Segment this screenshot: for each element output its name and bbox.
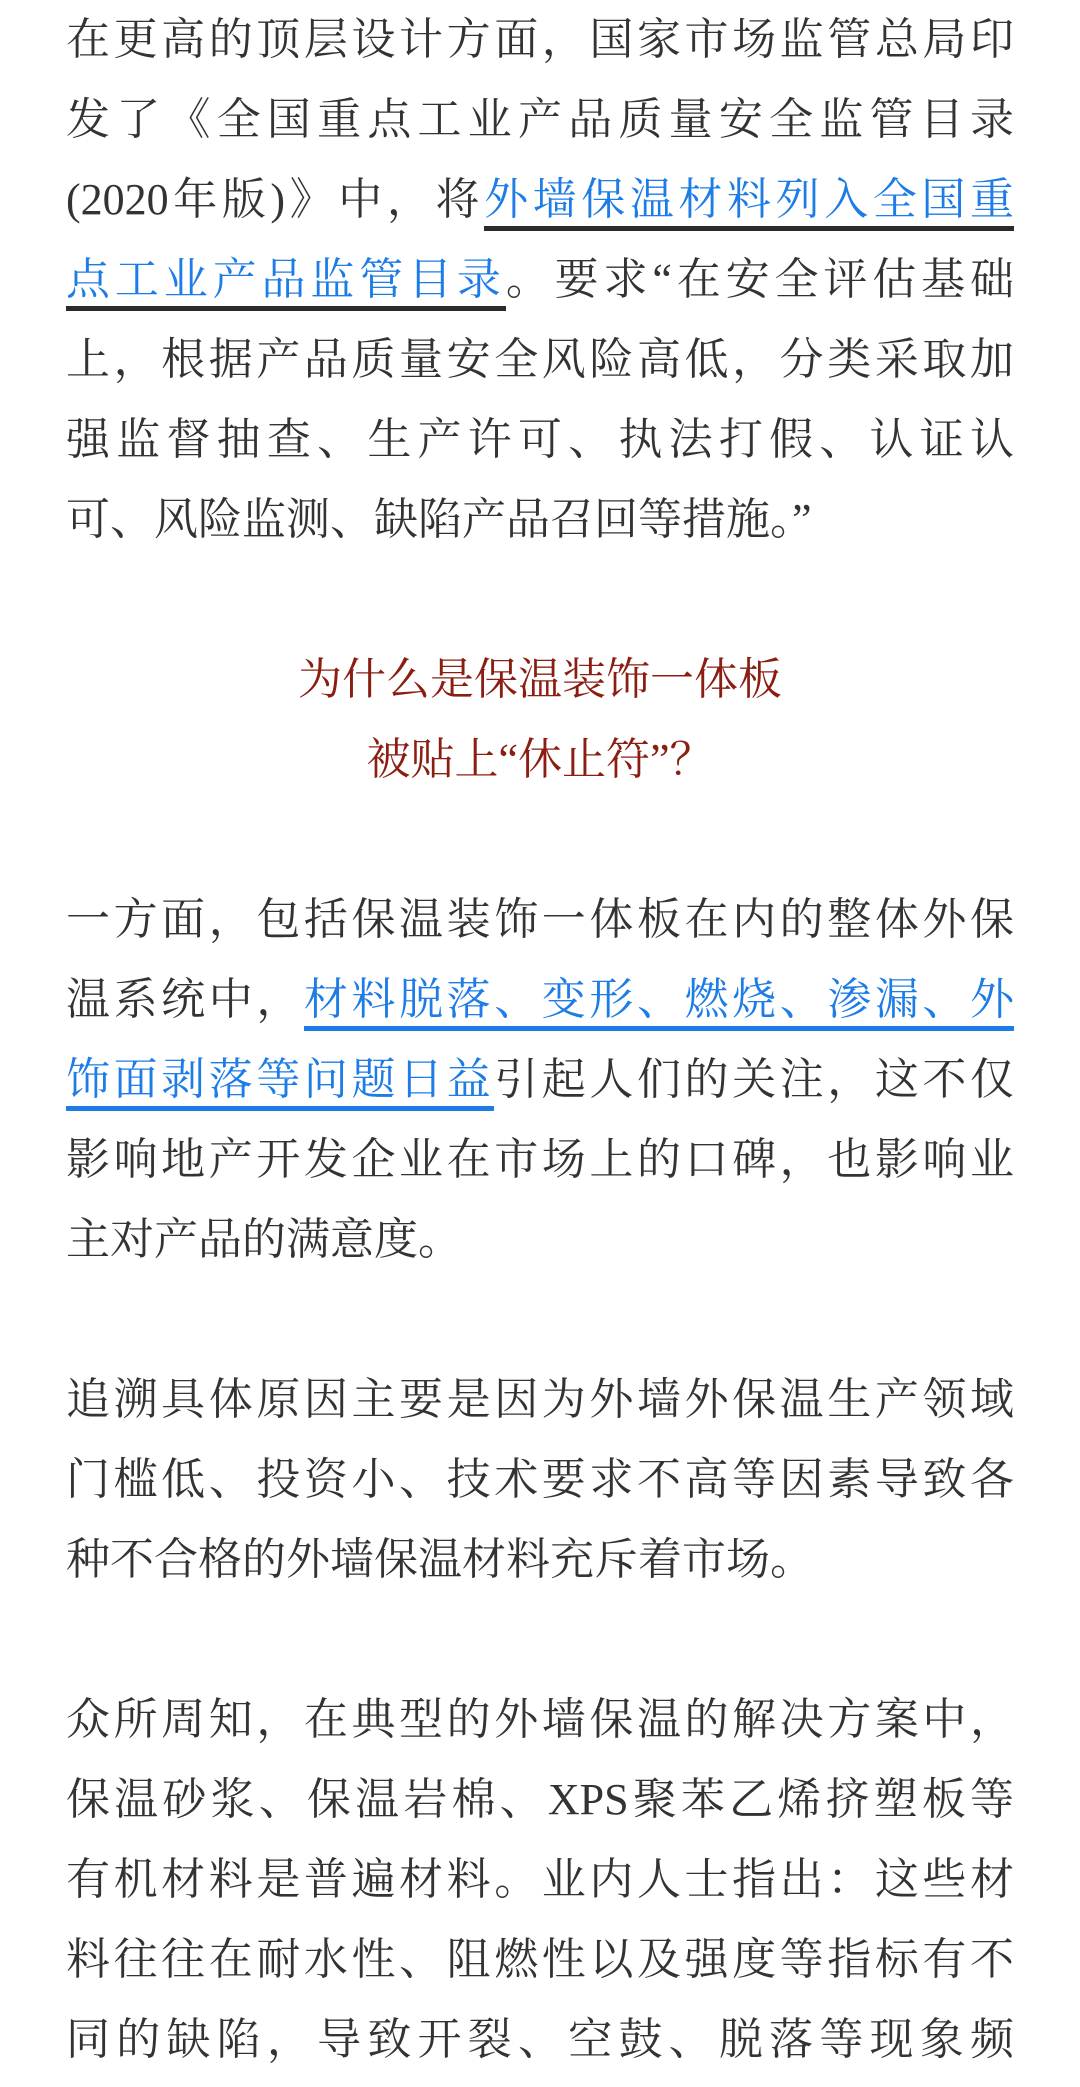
- inline-link[interactable]: 饰面剥落等问题日益: [66, 1055, 494, 1111]
- text-run: 。要求“在安全评估基础: [505, 255, 1015, 304]
- paragraph-3: [66, 880, 1014, 1280]
- inline-link[interactable]: 外墙保温材料列入全国重: [484, 175, 1014, 231]
- text-line: [66, 1200, 1014, 1280]
- text-line: [66, 0, 1014, 80]
- text-run: 保温砂浆、保温岩棉、XPS聚苯乙烯挤塑板等: [66, 1775, 1014, 1824]
- heading-2: [66, 640, 1014, 800]
- text-line: [66, 1040, 1014, 1120]
- inline-link[interactable]: 点工业产品监管目录: [66, 255, 506, 311]
- text-run: 门槛低、投资小、技术要求不高等因素导致各: [66, 1455, 1014, 1504]
- inline-link[interactable]: 材料脱落、变形、燃烧、渗漏、外: [304, 975, 1014, 1031]
- text-run: (2020年版)》中，将: [66, 175, 485, 224]
- text-line: [66, 2000, 1014, 2080]
- text-line: [66, 480, 1014, 560]
- text-line: [66, 1360, 1014, 1440]
- text-line: [66, 1520, 1014, 1600]
- text-run: 追溯具体原因主要是因为外墙外保温生产领域: [66, 1375, 1014, 1424]
- text-run: 料往往在耐水性、阻燃性以及强度等指标有不: [66, 1935, 1014, 1984]
- text-line: [66, 160, 1014, 240]
- text-line: [66, 1680, 1014, 1760]
- text-run: 在更高的顶层设计方面，国家市场监管总局印: [66, 15, 1014, 64]
- text-line: [66, 720, 1014, 800]
- text-line: [66, 1840, 1014, 1920]
- text-line: [66, 960, 1014, 1040]
- text-run: 发了《全国重点工业产品质量安全监管目录: [66, 95, 1014, 144]
- text-line: [66, 1120, 1014, 1200]
- text-line: [66, 640, 1014, 720]
- text-run: 上，根据产品质量安全风险高低，分类采取加: [66, 335, 1014, 384]
- text-line: [66, 320, 1014, 400]
- text-line: [66, 1920, 1014, 2000]
- text-run: 一方面，包括保温装饰一体板在内的整体外保: [66, 895, 1014, 944]
- text-line: [66, 80, 1014, 160]
- text-run: 可、风险监测、缺陷产品召回等措施。”: [66, 495, 812, 544]
- text-line: [66, 1440, 1014, 1520]
- paragraph-5: [66, 1680, 1014, 2080]
- text-run: 众所周知，在典型的外墙保温的解决方案中，: [66, 1695, 1014, 1744]
- text-run: 同的缺陷，导致开裂、空鼓、脱落等现象频: [66, 2015, 1014, 2064]
- text-run: 有机材料是普遍材料。业内人士指出：这些材: [66, 1855, 1014, 1904]
- text-run: 强监督抽查、生产许可、执法打假、认证认: [66, 415, 1014, 464]
- text-run: 主对产品的满意度。: [66, 1215, 462, 1264]
- text-run: 引起人们的关注，这不仅: [494, 1055, 1015, 1104]
- text-line: [66, 240, 1014, 320]
- text-line: [66, 1760, 1014, 1840]
- text-line: [66, 400, 1014, 480]
- text-run: 为什么是保温装饰一体板: [298, 655, 782, 704]
- text-run: 种不合格的外墙保温材料充斥着市场。: [66, 1535, 814, 1584]
- text-run: 温系统中，: [66, 975, 304, 1024]
- paragraph-4: [66, 1360, 1014, 1600]
- paragraph-1: [66, 0, 1014, 560]
- text-run: 被贴上“休止符”？: [366, 735, 714, 784]
- text-run: 影响地产开发企业在市场上的口碑，也影响业: [66, 1135, 1014, 1184]
- text-line: [66, 880, 1014, 960]
